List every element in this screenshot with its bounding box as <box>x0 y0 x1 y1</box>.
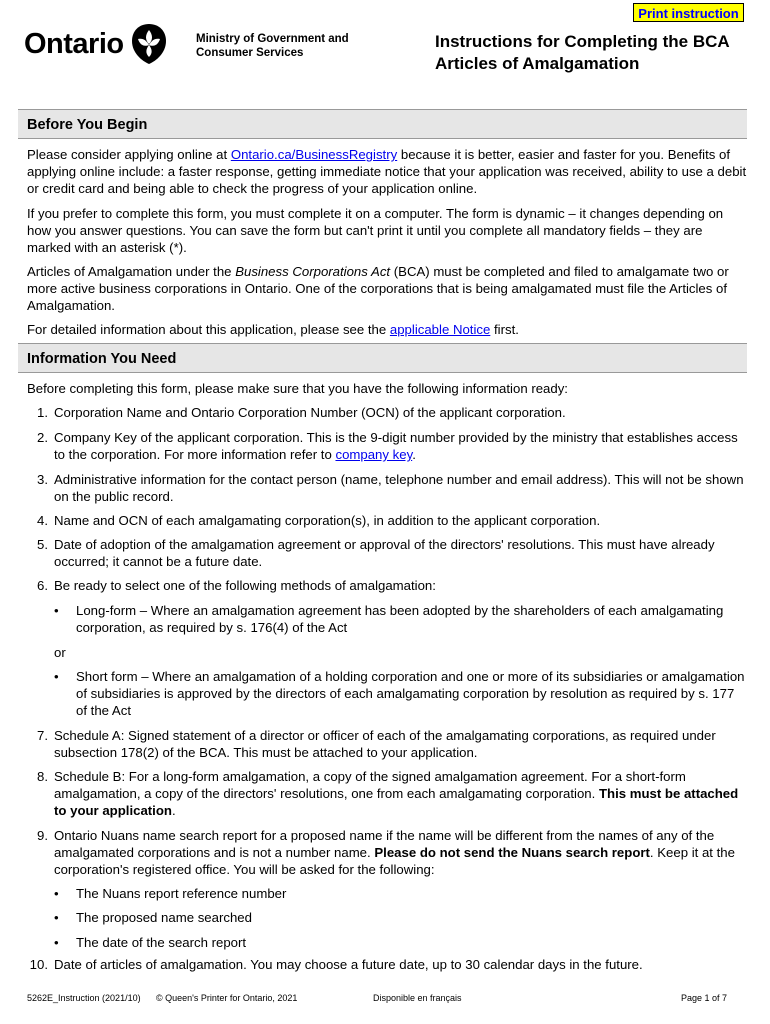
list-item: 7. Schedule A: Signed statement of a director or officer of each of the amalgamating corporations, as required under subsection 178(2) of the BCA. This must be attached to your application. <box>37 728 716 760</box>
bullet-item: • The proposed name searched <box>54 910 252 925</box>
info-intro: Before completing this form, please make sure that you have the following information ready: <box>27 381 568 396</box>
ministry-name: Ministry of Government and Consumer Services <box>196 33 349 59</box>
list-item: 5. Date of adoption of the amalgamation agreement or approval of the directors' resolutions. This must have already occurred; it cannot be a future date. <box>37 537 715 569</box>
business-registry-link[interactable]: Ontario.ca/BusinessRegistry <box>230 147 398 162</box>
bullet-item: • Long-form – Where an amalgamation agreement has been adopted by the shareholders of each amalgamating corporation, as required by s. 176(4) of the Act <box>54 603 724 635</box>
footer-page-number: Page 1 of 7 <box>681 993 728 1003</box>
list-item: 4. Name and OCN of each amalgamating corporation(s), in addition to the applicant corporation. <box>37 513 601 528</box>
list-item: 2. Company Key of the applicant corporation. This is the 9-digit number provided by the ministry that establishes access to the corporation. For more information refer to company key. <box>37 430 738 462</box>
bullet-item: • The date of the search report <box>54 935 247 950</box>
list-item: 1. Corporation Name and Ontario Corporation Number (OCN) of the applicant corporation. <box>37 405 566 420</box>
bullet-item: • The Nuans report reference number <box>54 886 287 901</box>
footer-form-id: 5262E_Instruction (2021/10) <box>27 993 141 1003</box>
footer-french: Disponible en français <box>373 993 462 1003</box>
paragraph-detailed-info: For detailed information about this application, please see the applicable Notice first. <box>27 322 519 337</box>
or-separator: or <box>54 645 66 660</box>
logo-text: Ontario <box>24 27 124 60</box>
ontario-logo <box>24 22 168 66</box>
footer-copyright: © Queen's Printer for Ontario, 2021 <box>156 993 298 1003</box>
paragraph-apply-online: Please consider applying online at Ontario.ca/BusinessRegistry because it is better, easier and faster for you. Benefits of applying online include: a faster response, getting immediate notice that your application was received, ability to use a debit or credit card and being able to check the progress of your application online. <box>27 147 747 196</box>
section-heading-before-you-begin: Before You Begin <box>18 109 747 139</box>
section-heading-information-you-need: Information You Need <box>18 343 747 373</box>
bullet-item: • Short form – Where an amalgamation of a holding corporation and one or more of its subsidiaries or amalgamation of subsidiaries is approved by the directors of each amalgamating corporation by resolution as required by s. 177 of the Act <box>54 669 745 718</box>
list-item: 3. Administrative information for the contact person (name, telephone number and email address). This will not be shown on the public record. <box>37 472 744 504</box>
list-item: 6. Be ready to select one of the following methods of amalgamation: <box>37 578 436 593</box>
print-instruction-button[interactable]: Print instruction <box>633 3 744 22</box>
company-key-link[interactable]: company key <box>335 447 413 462</box>
list-item: 8. Schedule B: For a long-form amalgamation, a copy of the signed amalgamation agreement. For a short-form amalgamation, a copy of the directors' resolutions, one from each amalgamating corporation. This must be attached to your application. <box>37 769 739 818</box>
list-item: 10. Date of articles of amalgamation. You may choose a future date, up to 30 calendar days in the future. <box>29 957 643 972</box>
list-item: 9. Ontario Nuans name search report for a proposed name if the name will be different from the names of any of the amalgamated corporations and is not a number name. Please do not send the Nuans search report. Keep it at the corporation's registered office. You will be asked for the following: <box>37 828 735 877</box>
applicable-notice-link[interactable]: applicable Notice <box>389 322 491 337</box>
page-title: Instructions for Completing the BCA Articles of Amalgamation <box>435 32 730 73</box>
paragraph-articles: Articles of Amalgamation under the Business Corporations Act (BCA) must be completed and filed to amalgamate two or more active business corporations in Ontario. One of the corporations that is being amalgamated must file the Articles of Amalgamation. <box>27 264 729 313</box>
paragraph-dynamic-form: If you prefer to complete this form, you must complete it on a computer. The form is dynamic – it changes depending on how you answer questions. You can save the form but can't print it until you complete all mandatory fields – they are marked with an asterisk (*). <box>27 206 724 255</box>
trillium-icon <box>130 23 168 65</box>
